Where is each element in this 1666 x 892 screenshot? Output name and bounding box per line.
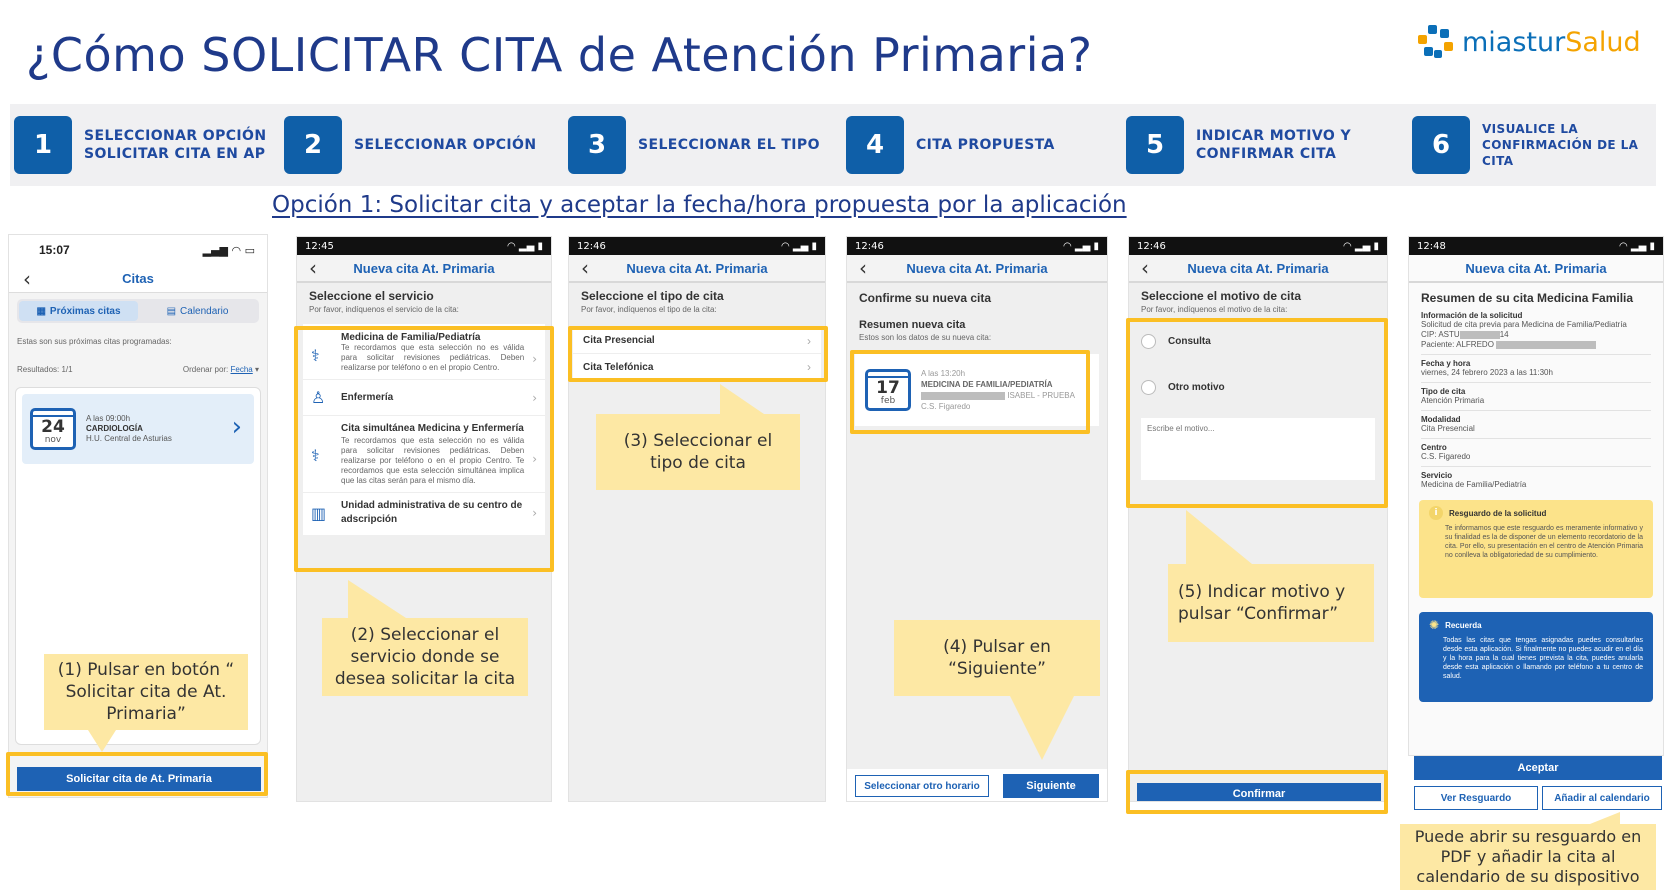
status-icons: ◠ ▂▄ ▮ (1063, 240, 1099, 252)
step-2 (284, 116, 536, 174)
appt-person: ISABEL - PRUEBA (1007, 391, 1075, 400)
step-label: SELECCIONAR EL TIPO (638, 137, 820, 153)
bottom-actions (847, 769, 1107, 802)
section-title: Seleccione el motivo de cita (1141, 289, 1302, 303)
back-icon[interactable]: ‹ (23, 266, 31, 291)
page-title: ¿Cómo SOLICITAR CITA de Atención Primaria? (26, 28, 1093, 82)
step-5 (1126, 116, 1351, 174)
phone-screen-summary (1408, 236, 1664, 756)
remember-title: Recuerda (1445, 620, 1482, 630)
highlight-box (850, 350, 1090, 434)
center-value: C.S. Figaredo (1421, 452, 1471, 461)
back-icon[interactable]: ‹ (859, 256, 867, 280)
service-value: Medicina de Familia/Pediatría (1421, 480, 1527, 489)
highlight-box (294, 326, 554, 572)
calendar-date-icon (30, 408, 76, 450)
calendar-icon: ▤ (166, 305, 177, 317)
appt-month: nov (44, 435, 62, 445)
nurse-icon: ♙ (311, 388, 326, 407)
step-1 (14, 116, 266, 174)
tab-upcoming[interactable] (19, 301, 138, 321)
appt-center: H.U. Central de Asturias (86, 434, 172, 443)
segmented-tabs (17, 299, 259, 323)
receipt-title: Resguardo de la solicitud (1449, 508, 1547, 518)
status-icons: ◠ ▂▄ ▮ (507, 240, 543, 252)
summary-subtitle: Estos son los datos de su nueva cita: (859, 333, 992, 342)
service-title: Enfermería (341, 392, 394, 403)
callout-step-3: (3) Seleccionar el tipo de cita (596, 414, 800, 490)
service-title: Medicina de Familia/Pediatría (341, 332, 481, 343)
nav-title: Citas (122, 271, 154, 286)
confirm-button[interactable]: Confirmar (1137, 783, 1381, 802)
section-title: Confirme su nueva cita (859, 291, 992, 305)
appt-month: feb (880, 396, 896, 406)
nav-title: Nueva cita At. Primaria (626, 260, 768, 276)
step-number: 2 (284, 116, 342, 174)
status-time: 12:46 (1137, 240, 1166, 252)
step-number: 4 (846, 116, 904, 174)
step-label: SOLICITAR CITA EN AP (84, 146, 266, 162)
center-label: Centro (1421, 443, 1447, 452)
step-label: SELECCIONAR OPCIÓN (84, 128, 267, 144)
redacted-cip (1460, 331, 1500, 339)
select-other-time-button[interactable]: Seleccionar otro horario (855, 775, 989, 797)
accept-button[interactable]: Aceptar (1414, 756, 1662, 780)
service-title: Cita simultánea Medicina y Enfermería (341, 423, 524, 434)
step-label: CONFIRMACIÓN DE LA CITA (1482, 138, 1639, 168)
miastursalud-logo (1416, 22, 1646, 62)
step-label: CITA PROPUESTA (916, 137, 1055, 153)
add-to-calendar-button[interactable]: Añadir al calendario (1542, 786, 1662, 810)
phone-screen-citas: 15:07 ▂▄▆ ◠ ▭ ‹ Citas ▦ Próximas citas ▤ Calendario Estas son sus próximas citas programadas: Resultados: 1/1 Ordenar por: Fecha ▾ 24 nov A las 09:00h CARDIOLOGÍA H.U. Central de Asturias › Solicitar cita de At. Primaria (8, 234, 268, 798)
highlight-box (1126, 318, 1388, 508)
highlight-box (6, 752, 268, 796)
building-icon: ▥ (311, 503, 327, 523)
nav-title: Nueva cita At. Primaria (906, 260, 1048, 276)
lightbulb-icon: ✺ (1429, 618, 1440, 632)
type-label: Cita Presencial (583, 335, 655, 346)
next-button[interactable]: Siguiente (1003, 774, 1099, 798)
summary-heading: Resumen de su cita Medicina Familia (1421, 291, 1634, 305)
service-title: Unidad administrativa de su centro de adscripción (341, 500, 523, 525)
step-number: 6 (1412, 116, 1470, 174)
callout-step-2: (2) Seleccionar el servicio donde se desea solicitar la cita (322, 618, 528, 696)
calendar-icon: ▦ (36, 305, 46, 317)
callout-pointer (1590, 812, 1620, 824)
section-subtitle: Por favor, indíquenos el motivo de la cita: (1141, 305, 1288, 314)
service-desc: Te recordamos que esta selección no es válida para solicitar revisiones pediátricas. Deben realizarse por teléfono o en el propio Centro. (341, 343, 525, 372)
appt-time: A las 09:00h (86, 414, 131, 423)
type-label: Tipo de cita (1421, 387, 1466, 396)
highlight-box (1126, 770, 1388, 814)
back-icon[interactable]: ‹ (581, 256, 589, 280)
option-subtitle: Opción 1: Solicitar cita y aceptar la fecha/hora propuesta por la aplicación (272, 192, 1127, 218)
back-icon[interactable]: ‹ (309, 256, 317, 280)
info-text: Estas son sus próximas citas programadas: (17, 337, 172, 346)
section-title: Seleccione el tipo de cita (581, 289, 724, 303)
step-label: CONFIRMAR CITA (1196, 146, 1337, 162)
appt-specialty: CARDIOLOGÍA (86, 424, 143, 433)
remember-notice (1419, 612, 1653, 702)
tab-label: Calendario (180, 305, 229, 317)
view-receipt-button[interactable]: Ver Resguardo (1414, 786, 1538, 810)
remember-text: Todas las citas que tengas asignadas puedes consultarlas desde esta aplicación. Si finalmente no puedes acudir en el día y la hora para la cual tienes prevista la cita, puedes anularla desde esta aplicación o llamando por teléfono a tu centro de salud. (1443, 637, 1643, 680)
appt-day: 17 (876, 378, 900, 398)
step-number: 5 (1126, 116, 1184, 174)
doctor-icon: ⚕ (311, 346, 320, 365)
date-value: viernes, 24 febrero 2023 a las 11:30h (1421, 368, 1553, 377)
status-time: 12:48 (1417, 240, 1446, 252)
callout-pointer (1010, 696, 1074, 760)
cip-end: 14 (1499, 330, 1509, 339)
callout-step-1: (1) Pulsar en botón “ Solicitar cita de At. Primaria” (44, 654, 248, 730)
patient-label: Paciente: ALFREDO (1421, 340, 1494, 349)
appt-specialty: MEDICINA DE FAMILIA/PEDIATRÍA (921, 380, 1053, 389)
section-title: Seleccione el servicio (309, 289, 434, 303)
status-time: 12:46 (577, 240, 606, 252)
callout-pointer (720, 384, 764, 414)
chevron-right-icon: › (532, 452, 537, 466)
step-3 (568, 116, 820, 174)
callout-step-4: (4) Pulsar en “Siguiente” (894, 620, 1100, 696)
chevron-right-icon: › (231, 412, 242, 442)
callout-step-5: (5) Indicar motivo y pulsar “Confirmar” (1168, 564, 1374, 642)
results-count: Resultados: 1/1 (17, 365, 73, 374)
reason-label: Consulta (1168, 335, 1211, 347)
appt-center: C.S. Figaredo (921, 402, 971, 411)
request-primary-care-button[interactable]: Solicitar cita de At. Primaria (17, 767, 261, 791)
status-icons: ◠ ▂▄ ▮ (1343, 240, 1379, 252)
info-icon: i (1429, 506, 1443, 520)
logo-text-b: Salud (1565, 26, 1641, 58)
reason-label: Otro motivo (1168, 381, 1225, 393)
status-time: 15:07 (39, 243, 70, 257)
receipt-notice (1419, 500, 1653, 598)
mode-value: Cita Presencial (1421, 424, 1475, 433)
mode-label: Modalidad (1421, 415, 1461, 424)
back-icon[interactable]: ‹ (1141, 256, 1149, 280)
step-6 (1412, 116, 1666, 174)
tab-calendar[interactable] (138, 301, 257, 321)
phone-screen-type (568, 236, 826, 802)
service-label: Servicio (1421, 471, 1453, 480)
sort-value[interactable]: Fecha (230, 365, 253, 374)
cip-label: CIP: ASTU (1421, 330, 1460, 339)
info-label: Información de la solicitud (1421, 311, 1523, 320)
tab-label: Próximas citas (49, 305, 121, 317)
chevron-right-icon: › (532, 506, 537, 520)
callout-pointer (88, 730, 116, 752)
team-icon: ⚕ (311, 446, 320, 465)
logo-icon (1416, 25, 1456, 59)
type-value: Atención Primaria (1421, 396, 1485, 405)
sort-label: Ordenar por: (182, 365, 229, 374)
step-number: 3 (568, 116, 626, 174)
callout-pointer (1186, 510, 1252, 564)
step-label: INDICAR MOTIVO Y (1196, 128, 1352, 144)
section-subtitle: Por favor, indíquenos el servicio de la cita: (309, 305, 459, 314)
appt-time: A las 13:20h (921, 369, 966, 378)
status-time: 12:45 (305, 240, 334, 252)
section-subtitle: Por favor, indíquenos el tipo de la cita: (581, 305, 717, 314)
receipt-text: Te informamos que este resguardo es meramente informativo y su finalidad es la de disponer de un elemento recordatorio de la cita. Por ello, su presentación en el centro de Atención Primaria no conlleva la obligatoriedad de su cumplimiento. (1445, 525, 1643, 559)
logo-text-a: miastur (1462, 26, 1566, 58)
chevron-right-icon: › (532, 352, 537, 366)
appointment-card[interactable] (22, 394, 254, 464)
step-label: SELECCIONAR OPCIÓN (354, 137, 537, 153)
appt-day: 24 (41, 417, 65, 437)
chevron-right-icon: › (532, 390, 537, 405)
callout-pointer (348, 580, 406, 618)
nav-title: Nueva cita At. Primaria (353, 260, 495, 276)
step-label: VISUALICE LA (1482, 122, 1579, 136)
chevron-right-icon: › (807, 360, 811, 374)
summary-title: Resumen nueva cita (859, 319, 966, 331)
callout-step-6: Puede abrir su resguardo en PDF y añadir la cita al calendario de su dispositivo (1400, 824, 1656, 890)
status-icons: ▂▄▆ ◠ ▭ (202, 243, 255, 257)
date-label: Fecha y hora (1421, 359, 1471, 368)
info-value: Solicitud de cita previa para Medicina de Familia/Pediatría (1421, 320, 1627, 329)
type-label: Cita Telefónica (583, 361, 654, 373)
highlight-box (568, 326, 828, 382)
redacted-patient (1496, 341, 1596, 349)
status-time: 12:46 (855, 240, 884, 252)
service-desc: Te recordamos que esta selección no es válida para solicitar revisiones pediátricas. Deben realizarse por teléfono o en el propio Centro. Te recordamos que esta selección simultánea implica que las citas serán para el mismo día. (341, 436, 525, 485)
chevron-right-icon: › (807, 333, 811, 348)
step-number: 1 (14, 116, 72, 174)
nav-title: Nueva cita At. Primaria (1187, 260, 1329, 276)
nav-title: Nueva cita At. Primaria (1465, 260, 1607, 276)
status-icons: ◠ ▂▄ ▮ (1619, 240, 1655, 252)
status-icons: ◠ ▂▄ ▮ (781, 240, 817, 252)
step-4 (846, 116, 1055, 174)
